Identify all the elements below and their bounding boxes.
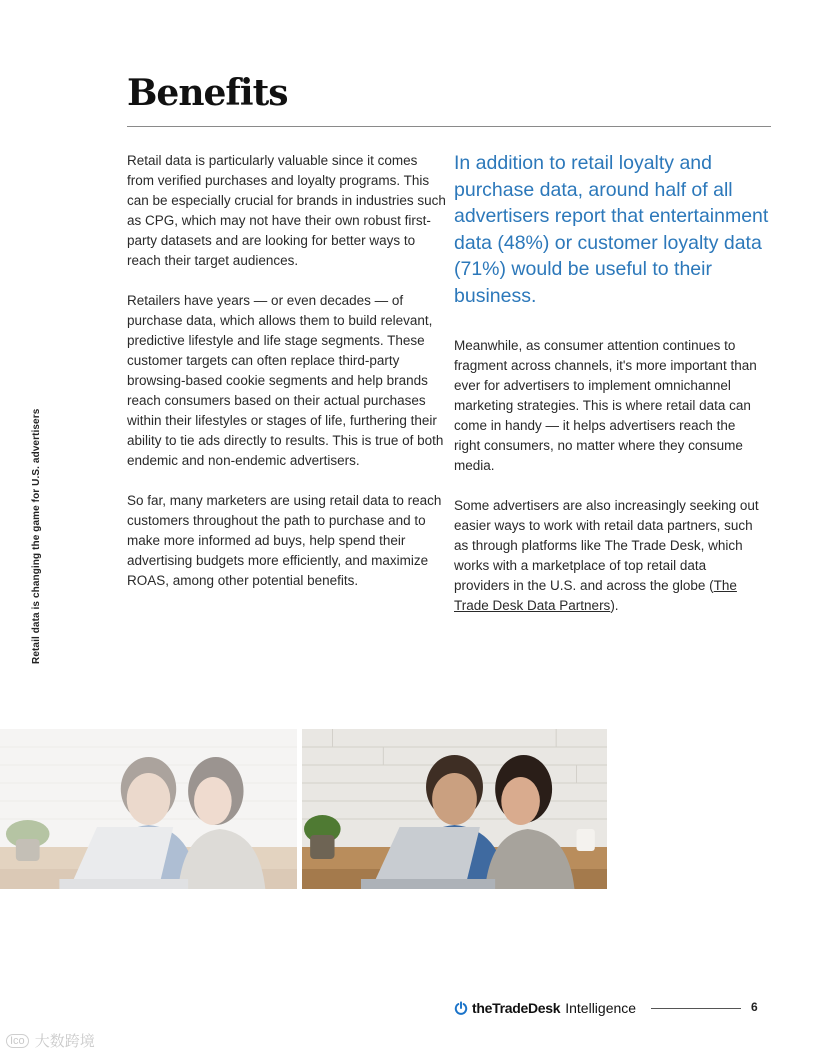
couple-laptop-photo-faded xyxy=(0,729,297,889)
power-icon xyxy=(454,1001,468,1015)
right-paragraph-2 xyxy=(454,496,764,616)
page-number: 6 xyxy=(751,1000,758,1014)
brand-name: theTradeDesk xyxy=(472,1000,561,1016)
left-paragraph-1: Retail data is particularly valuable since it comes from verified purchases and loyalty programs. This can be especially crucial for brands in industries such as CPG, which may not have their own robust first-party datasets and are looking for better ways to reach their target audiences. xyxy=(127,153,446,268)
brand-logo xyxy=(454,998,636,1018)
running-section-title: Retail data is changing the game for U.S. advertisers xyxy=(31,408,42,664)
title-divider xyxy=(127,126,771,127)
right-paragraph-2-end: ). xyxy=(610,598,619,613)
watermark-mark: Ico xyxy=(6,1034,29,1048)
right-column xyxy=(454,336,764,636)
couple-laptop-photo xyxy=(302,729,607,889)
brand-suffix: Intelligence xyxy=(565,1000,637,1016)
watermark xyxy=(6,1030,95,1051)
data-partners-link[interactable]: The Trade Desk Data Partners xyxy=(454,578,737,613)
left-column xyxy=(127,151,447,611)
watermark-text: 大数跨境 xyxy=(34,1033,95,1050)
right-paragraph-2-text: Some advertisers are also increasingly seeking out easier ways to work with retail data partners, such as through platforms like The Trade Desk, which works with a marketplace of top retail data providers in the U.S. and across the globe ( xyxy=(454,498,759,593)
pull-quote: In addition to retail loyalty and purchase data, around half of all advertisers report that entertainment data (48%) or customer loyalty data (71%) would be useful to their business. xyxy=(454,152,769,307)
right-paragraph-1: Meanwhile, as consumer attention continues to fragment across channels, it's more important than ever for advertisers to implement omnichannel marketing strategies. This is where retail data can come in handy — it helps advertisers reach the right consumers, no matter where they consume media. xyxy=(454,338,757,473)
page-title: Benefits xyxy=(127,72,288,114)
left-paragraph-3: So far, many marketers are using retail data to reach customers throughout the path to purchase and to make more informed ad buys, help spend their advertising budgets more efficiently, and maximize ROAS, among other potential benefits. xyxy=(127,493,442,588)
left-paragraph-2: Retailers have years — or even decades — of purchase data, which allows them to build relevant, predictive lifestyle and life stage segments. These customer targets can often replace third-party browsing-based cookie segments and help brands reach consumers based on their actual purchases within their lifestyles or stages of life, furthering their ability to tie ads directly to results. This is true of both endemic and non-endemic advertisers. xyxy=(127,293,444,468)
footer-divider xyxy=(651,1008,741,1009)
